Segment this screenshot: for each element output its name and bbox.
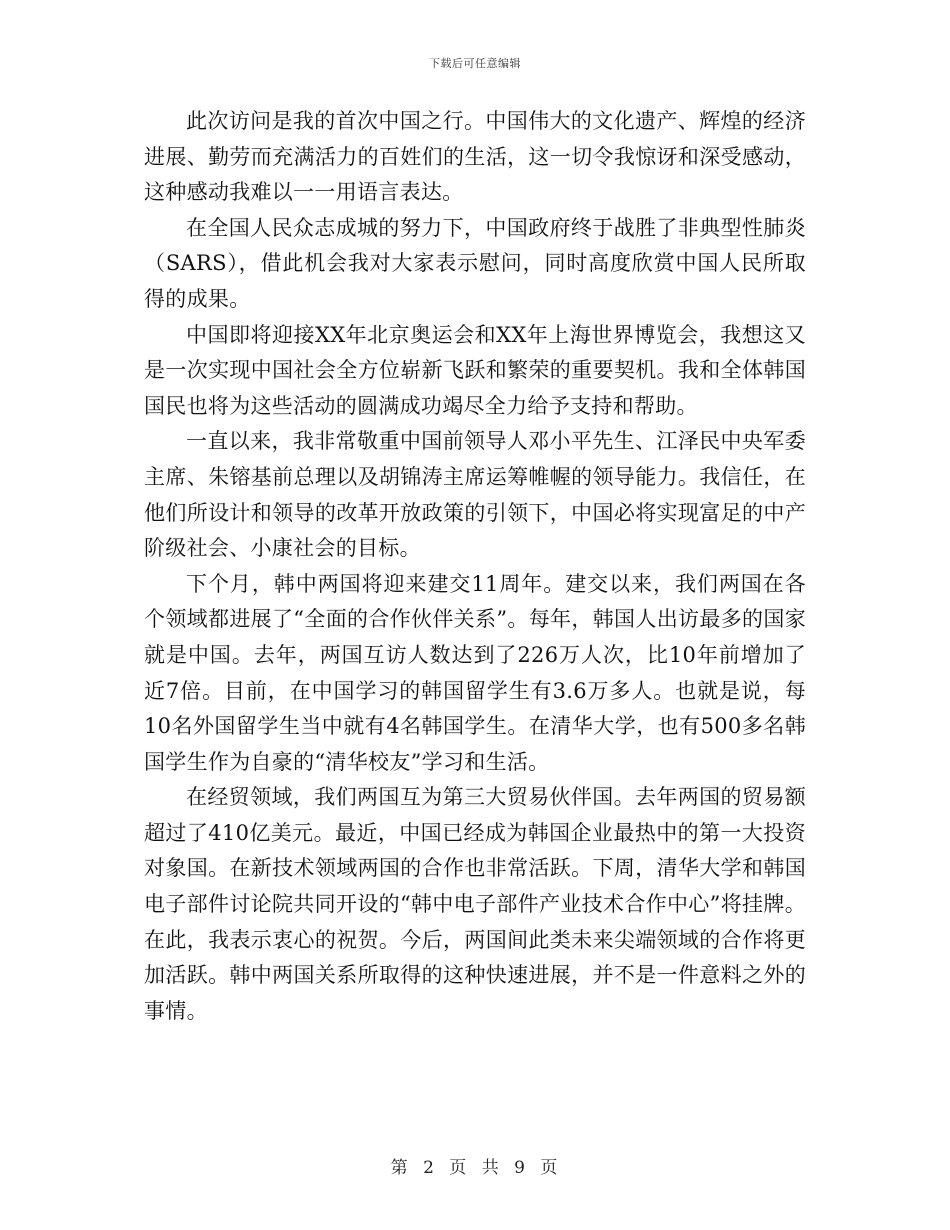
paragraph-leaders: 一直以来，我非常敬重中国前领导人邓小平先生、江泽民中央军委主席、朱镕基前总理以及胡锦涛主席运筹帷幄的领导能力。我信任，在他们所设计和领导的改革开放政策的引领下，中国必将实现富足的中产阶级社会、小康社会的目标。 xyxy=(144,429,806,561)
paragraph-visit: 此次访问是我的首次中国之行。中国伟大的文化遗产、辉煌的经济进展、勤劳而充满活力的百姓们的生活，这一切令我惊讶和深受感动，这种感动我难以一一用语言表达。 xyxy=(144,109,806,205)
paragraph-olympics-expo: 中国即将迎接XX年北京奥运会和XX年上海世界博览会，我想这又是一次实现中国社会全方位崭新飞跃和繁荣的重要契机。我和全体韩国国民也将为这些活动的圆满成功竭尽全力给予支持和帮助。 xyxy=(144,322,806,418)
page-number-footer: 第 2 页 共 9 页 xyxy=(390,1158,560,1178)
paragraph-sars: 在全国人民众志成城的努力下，中国政府终于战胜了非典型性肺炎（SARS），借此机会我对大家表示慰问，同时高度欣赏中国人民所取得的成果。 xyxy=(144,215,806,311)
paragraph-exchanges: 下个月，韩中两国将迎来建交11周年。建交以来，我们两国在各个领域都进展了“全面的合作伙伴关系”。每年，韩国人出访最多的国家就是中国。去年，两国互访人数达到了226万人次，比10年前增加了近7倍。目前，在中国学习的韩国留学生有3.6万多人。也就是说，每10名外国留学生当中就有4名韩国学生。在清华大学，也有500多名韩国学生作为自豪的“清华校友”学习和生活。 xyxy=(144,571,806,774)
document-body xyxy=(144,104,806,1029)
paragraph-trade: 在经贸领域，我们两国互为第三大贸易伙伴国。去年两国的贸易额超过了410亿美元。最近，中国已经成为韩国企业最热中的第一大投资对象国。在新技术领域两国的合作也非常活跃。下周，清华大学和韩国电子部件讨论院共同开设的“韩中电子部件产业技术合作中心”将挂牌。在此，我表示衷心的祝贺。今后，两国间此类未来尖端领域的合作将更加活跃。韩中两国关系所取得的这种快速进展，并不是一件意料之外的事情。 xyxy=(144,785,806,1023)
page-header: 下载后可任意编辑 xyxy=(429,57,521,70)
